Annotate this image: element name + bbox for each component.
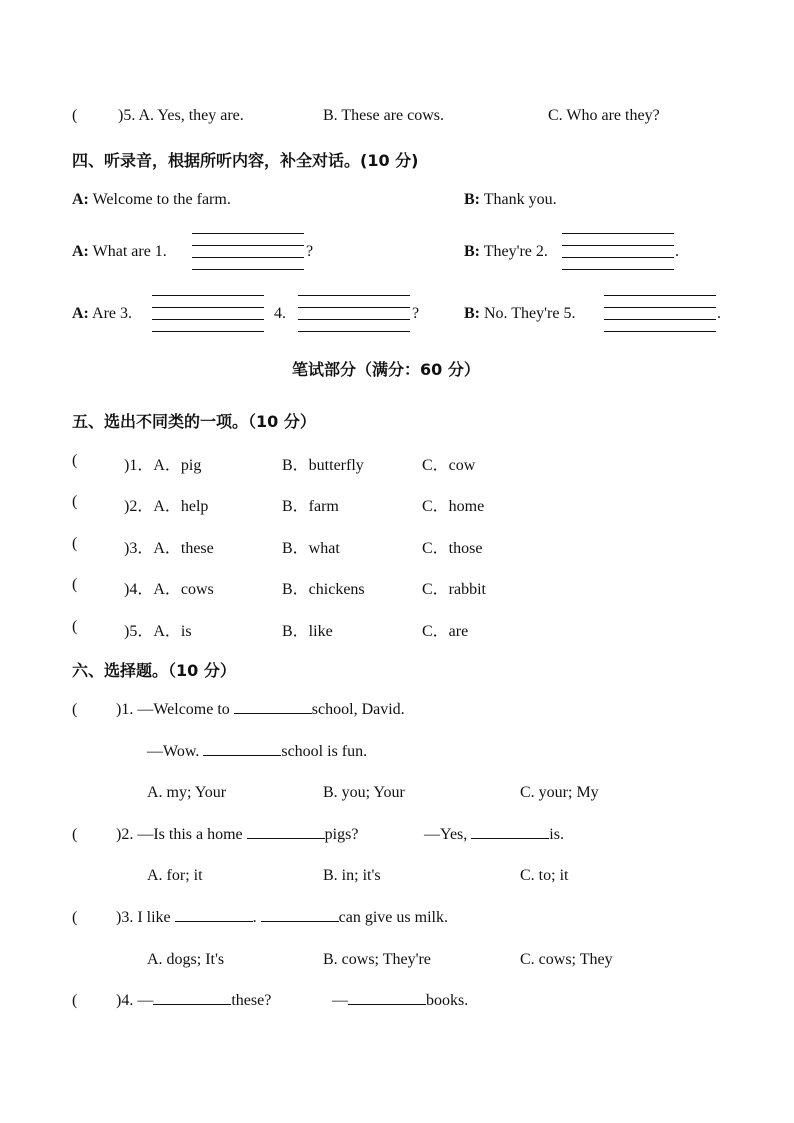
stem-text: — (332, 992, 348, 1009)
answer-line-3[interactable] (152, 307, 264, 308)
q-paren: ( (72, 701, 78, 718)
answer-blank[interactable] (175, 920, 253, 922)
section-6-title: 六、选择题。（10 分） (72, 661, 236, 680)
option-b: B．like (282, 623, 333, 640)
q4-stem (116, 992, 271, 1010)
option-b: B. These are cows. (323, 107, 444, 124)
q-paren: ( (72, 535, 78, 552)
dialog-line-2-a (72, 243, 167, 261)
q2-response (424, 826, 564, 844)
option-a: A. my; Your (147, 784, 227, 801)
q2-stem (116, 826, 358, 844)
option-c: C．rabbit (422, 581, 486, 598)
answer-line-5[interactable] (604, 331, 716, 332)
answer-line-2[interactable] (562, 245, 674, 246)
answer-line-5[interactable] (604, 307, 716, 308)
stem-text: can give us milk. (338, 909, 448, 926)
answer-blank[interactable] (247, 837, 325, 839)
option-b: B. in; it's (323, 867, 381, 884)
q1-stem (116, 701, 405, 719)
q4-response (332, 992, 468, 1010)
option-c: C. Who are they? (548, 107, 660, 124)
dialog-text: Are 3. (92, 305, 132, 322)
answer-blank[interactable] (471, 837, 549, 839)
option-a: A. dogs; It's (147, 951, 225, 968)
dialog-text: What are 1. (92, 243, 167, 260)
period-mark: . (717, 305, 721, 322)
answer-line-4[interactable] (298, 319, 410, 320)
written-part-header: 笔试部分（满分：60 分） (292, 360, 480, 379)
stem-text: school, David. (311, 701, 405, 718)
answer-blank[interactable] (234, 712, 312, 714)
speaker-a: A: (72, 191, 89, 208)
dialog-text: Welcome to the farm. (92, 191, 231, 208)
blank-number-4: 4. (274, 305, 286, 322)
answer-line-3[interactable] (152, 319, 264, 320)
q-paren: ( (72, 576, 78, 593)
q-item-option-a: )3．A．these (124, 540, 214, 557)
dialog-line-3-b (464, 305, 575, 323)
stem-text: —Wow. (147, 743, 204, 760)
option-b: B．chickens (282, 581, 365, 598)
stem-text: )2. —Is this a home (116, 826, 247, 843)
stem-text: )4. — (116, 992, 154, 1009)
speaker-b: B: (464, 191, 480, 208)
option-c: C．home (422, 498, 485, 515)
option-c: C. to; it (520, 867, 569, 884)
q-paren: ( (72, 107, 78, 124)
dialog-line-3-a (72, 305, 132, 323)
option-b: B. you; Your (323, 784, 405, 801)
dialog-text: Thank you. (483, 191, 557, 208)
q-paren: ( (72, 618, 78, 635)
question-mark: ? (306, 243, 314, 260)
q-item-option-a: )2．A．help (124, 498, 209, 515)
answer-line-4[interactable] (298, 295, 410, 296)
answer-blank[interactable] (261, 920, 339, 922)
q-item-option-a: )1．A．pig (124, 457, 202, 474)
option-b: B．butterfly (282, 457, 364, 474)
answer-line-2[interactable] (562, 233, 674, 234)
answer-line-1[interactable] (192, 233, 304, 234)
answer-line-3[interactable] (152, 331, 264, 332)
option-b: B．farm (282, 498, 339, 515)
stem-text: these? (231, 992, 272, 1009)
option-b: B. cows; They're (323, 951, 431, 968)
question-mark: ? (412, 305, 420, 322)
q-paren: ( (72, 493, 78, 510)
dialog-line-1-a (72, 191, 231, 209)
section-4-title: 四、听录音，根据所听内容，补全对话。(10 分) (72, 151, 419, 170)
answer-line-1[interactable] (192, 257, 304, 258)
q-paren: ( (72, 826, 78, 843)
dialog-text: No. They're 5. (484, 305, 576, 322)
option-c: C．those (422, 540, 483, 557)
answer-blank[interactable] (153, 1003, 231, 1005)
q3-stem (116, 909, 448, 927)
option-c: C．are (422, 623, 469, 640)
speaker-a: A: (72, 305, 89, 322)
q-paren: ( (72, 452, 78, 469)
section-5-title: 五、选出不同类的一项。（10 分） (72, 412, 316, 431)
dialog-text: They're 2. (483, 243, 548, 260)
option-a: A. for; it (147, 867, 203, 884)
answer-line-2[interactable] (562, 269, 674, 270)
q-item-option-a: )5．A．is (124, 623, 192, 640)
speaker-b: B: (464, 305, 480, 322)
q-paren: ( (72, 909, 78, 926)
dialog-line-1-b (464, 191, 557, 209)
answer-line-1[interactable] (192, 245, 304, 246)
option-b: B．what (282, 540, 340, 557)
answer-line-1[interactable] (192, 269, 304, 270)
speaker-b: B: (464, 243, 480, 260)
q-item-5: )5. A. Yes, they are. (118, 107, 244, 124)
speaker-a: A: (72, 243, 89, 260)
option-c: C．cow (422, 457, 476, 474)
q1-line-2 (147, 743, 367, 761)
answer-line-3[interactable] (152, 295, 264, 296)
q-item-option-a: )4．A．cows (124, 581, 214, 598)
stem-text: —Yes, (424, 826, 472, 843)
stem-text: books. (426, 992, 469, 1009)
stem-text: is. (549, 826, 564, 843)
answer-line-5[interactable] (604, 295, 716, 296)
option-c: C. cows; They (520, 951, 613, 968)
stem-text: . (252, 909, 261, 926)
dialog-line-2-b (464, 243, 548, 261)
answer-line-4[interactable] (298, 331, 410, 332)
q-paren: ( (72, 992, 78, 1009)
option-c: C. your; My (520, 784, 599, 801)
answer-blank[interactable] (348, 1003, 426, 1005)
stem-text: )1. —Welcome to (116, 701, 234, 718)
answer-line-4[interactable] (298, 307, 410, 308)
stem-text: school is fun. (281, 743, 368, 760)
period-mark: . (675, 243, 679, 260)
answer-blank[interactable] (203, 754, 281, 756)
stem-text: pigs? (324, 826, 359, 843)
answer-line-2[interactable] (562, 257, 674, 258)
stem-text: )3. I like (116, 909, 175, 926)
answer-line-5[interactable] (604, 319, 716, 320)
